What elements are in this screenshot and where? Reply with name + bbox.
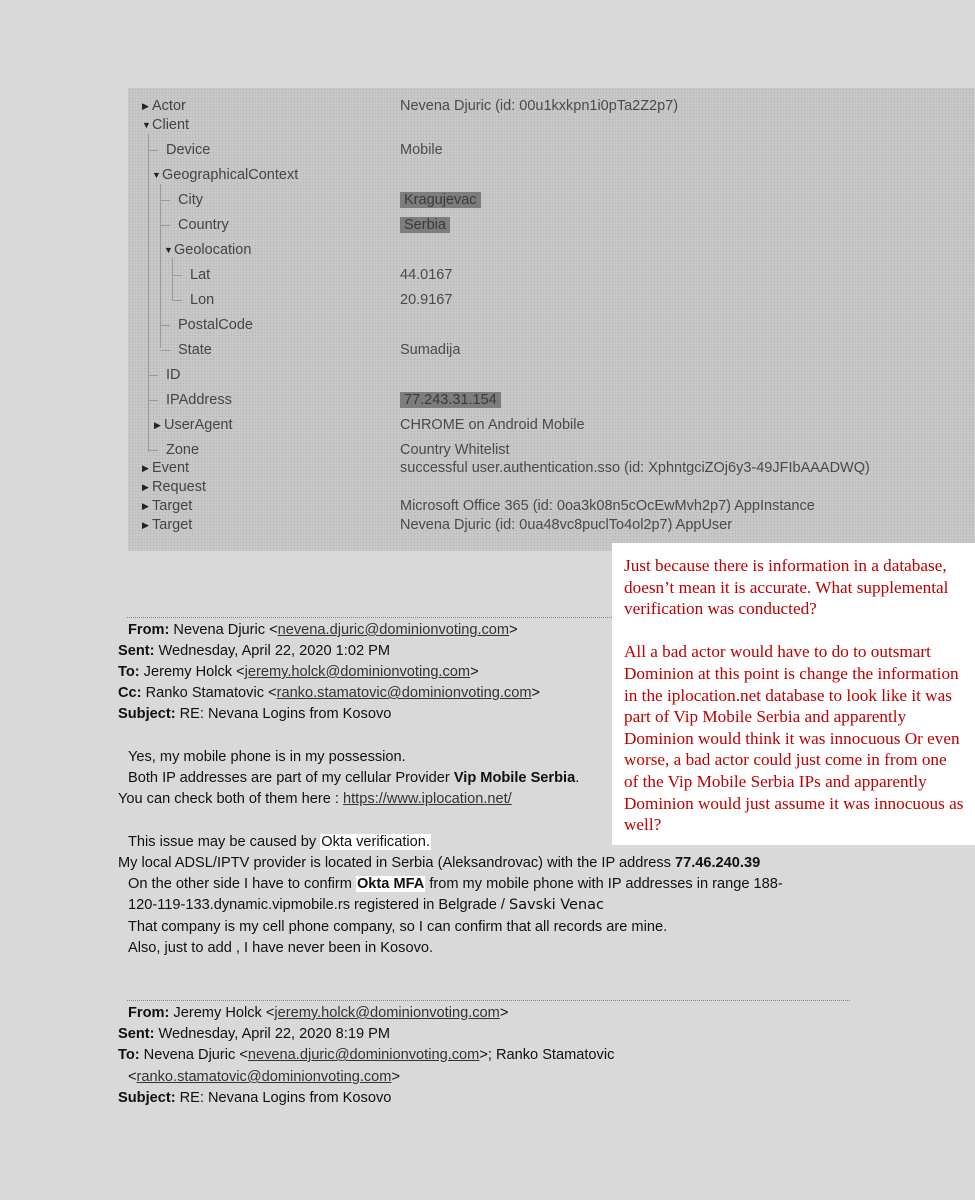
email-link[interactable]: nevena.djuric@dominionvoting.com (247, 1047, 480, 1063)
email-separator (127, 1000, 850, 1001)
email2-subject: Subject: RE: Nevana Logins from Kosovo (118, 1090, 392, 1106)
tree-row-event[interactable]: ▶ Event (142, 460, 190, 476)
tree-row-city: City Kragujevac (128, 190, 975, 210)
expand-arrow-icon[interactable]: ▶ (142, 520, 149, 530)
tree-row-country: Country Serbia (128, 215, 975, 235)
email1-body-line: You can check both of them here : https://www.iplocation.net/ (118, 791, 512, 807)
tree-row-lat: Lat 44.0167 (128, 265, 975, 285)
redacted-ip-value: 77.243.31.154 (400, 392, 501, 408)
email1-body-line: Both IP addresses are part of my cellular Provider Vip Mobile Serbia. (128, 770, 580, 786)
tree-row-state: State Sumadija (128, 340, 975, 360)
collapse-arrow-icon[interactable]: ▼ (164, 245, 173, 255)
expand-arrow-icon[interactable]: ▶ (142, 482, 149, 492)
collapse-arrow-icon[interactable]: ▼ (142, 120, 151, 130)
log-screenshot-panel (128, 88, 975, 551)
expand-arrow-icon[interactable]: ▶ (142, 463, 149, 473)
tree-row-lon: Lon 20.9167 (128, 290, 975, 310)
email1-sent: Sent: Wednesday, April 22, 2020 1:02 PM (118, 643, 391, 659)
tree-row-device: Device Mobile (128, 140, 975, 160)
email1-body-line: Yes, my mobile phone is in my possession. (128, 749, 406, 765)
email1-body-line: Also, just to add , I have never been in Kosovo. (128, 940, 434, 956)
expand-arrow-icon[interactable]: ▶ (142, 101, 149, 111)
email1-subject: Subject: RE: Nevana Logins from Kosovo (118, 706, 392, 722)
tree-row-zone: Zone Country Whitelist (128, 440, 975, 460)
tree-row-geographicalcontext[interactable]: ▼GeographicalContext (152, 167, 299, 183)
tree-row-useragent[interactable]: ▶ UserAgent (154, 417, 233, 433)
email-link[interactable]: ranko.stamatovic@dominionvoting.com (136, 1069, 392, 1085)
tree-row-id: ID (128, 365, 975, 385)
email-link[interactable]: jeremy.holck@dominionvoting.com (244, 664, 471, 680)
tree-row-postalcode: PostalCode (128, 315, 975, 335)
email-link[interactable]: nevena.djuric@dominionvoting.com (277, 622, 510, 638)
email2-to: To: Nevena Djuric <nevena.djuric@dominionvoting.com>; Ranko Stamatovic (118, 1047, 615, 1063)
annotation-box (612, 543, 975, 845)
expand-arrow-icon[interactable]: ▶ (154, 420, 161, 430)
tree-row-ipaddress: IPAddress 77.243.31.154 (128, 390, 975, 410)
collapse-arrow-icon[interactable]: ▼ (152, 170, 161, 180)
email2-from: From: Jeremy Holck <jeremy.holck@dominionvoting.com> (128, 1005, 509, 1021)
email1-cc: Cc: Ranko Stamatovic <ranko.stamatovic@dominionvoting.com> (118, 685, 541, 701)
actor-value: Nevena Djuric (id: 00u1kxkpn1i0pTa2Z2p7) (400, 98, 679, 114)
tree-row-request[interactable]: ▶ Request (142, 479, 207, 495)
tree-row-target[interactable]: ▶ Target (142, 517, 193, 533)
email1-body-line: This issue may be caused by Okta verification. (128, 834, 430, 850)
iplocation-link[interactable]: https://www.iplocation.net/ (343, 791, 512, 807)
redacted-country-value: Serbia (400, 217, 450, 233)
email-link[interactable]: jeremy.holck@dominionvoting.com (274, 1005, 500, 1021)
email1-body-line: That company is my cell phone company, so I can confirm that all records are mine. (128, 919, 668, 935)
email1-body-line: My local ADSL/IPTV provider is located in Serbia (Aleksandrovac) with the IP address 77.46.240.39 (118, 855, 761, 871)
tree-row-target[interactable]: ▶ Target (142, 498, 193, 514)
expand-arrow-icon[interactable]: ▶ (142, 501, 149, 511)
tree-row-geolocation[interactable]: ▼Geolocation (164, 242, 252, 258)
email2-sent: Sent: Wednesday, April 22, 2020 8:19 PM (118, 1026, 391, 1042)
redacted-city-value: Kragujevac (400, 192, 481, 208)
annotation-paragraph: Just because there is information in a database, doesn’t mean it is accurate. What supplemental verification was conducted? (624, 556, 949, 619)
email2-to-continued: <ranko.stamatovic@dominionvoting.com> (128, 1069, 400, 1085)
email-separator (127, 617, 612, 618)
email1-to: To: Jeremy Holck <jeremy.holck@dominionvoting.com> (118, 664, 479, 680)
email-link[interactable]: ranko.stamatovic@dominionvoting.com (276, 685, 532, 701)
email1-body-line: 120-119-133.dynamic.vipmobile.rs registered in Belgrade / Savski Venac (128, 897, 605, 913)
event-tree: ▶ Actor Nevena Djuric (id: 00u1kxkpn1i0pTa2Z2p7) ▼Client Device Mobile ▼GeographicalContext City Kragujevac Country Serbia ▼Geolocation Lat 44.0167 Lon 20.9167 PostalCode State Sumadija ID IPAddress 77.243.31.154 ▶ UserAgent CHROME on Android Mobile Zone Country Whitelist ▶ Event successful user.authentication.sso (id: XphntgciZOj6y3-49JFIbAAADWQ) ▶ Request ▶ Target Microsoft Office 365 (id: 0oa3k08n5cOcEwMvh2p7) AppInstance ▶ Target Nevena Djuric (id: 0ua48vc8puclTo4ol2p7) AppUser (128, 88, 975, 551)
tree-row-client[interactable]: ▼Client (142, 117, 190, 133)
email1-body-line: On the other side I have to confirm Okta MFA from my mobile phone with IP addresses in range 188- (128, 876, 783, 892)
annotation-paragraph: All a bad actor would have to do to outsmart Dominion at this point is change the information in the iplocation.net database to look like it was part of Vip Mobile Serbia and apparently Dominion would think it was innocuous Or even worse, a bad actor could just come in from one of the Vip Mobile Serbia IPs and apparently Dominion would just assume it was innocuous as well? (624, 642, 964, 835)
email1-from: From: Nevena Djuric <nevena.djuric@dominionvoting.com> (128, 622, 518, 638)
